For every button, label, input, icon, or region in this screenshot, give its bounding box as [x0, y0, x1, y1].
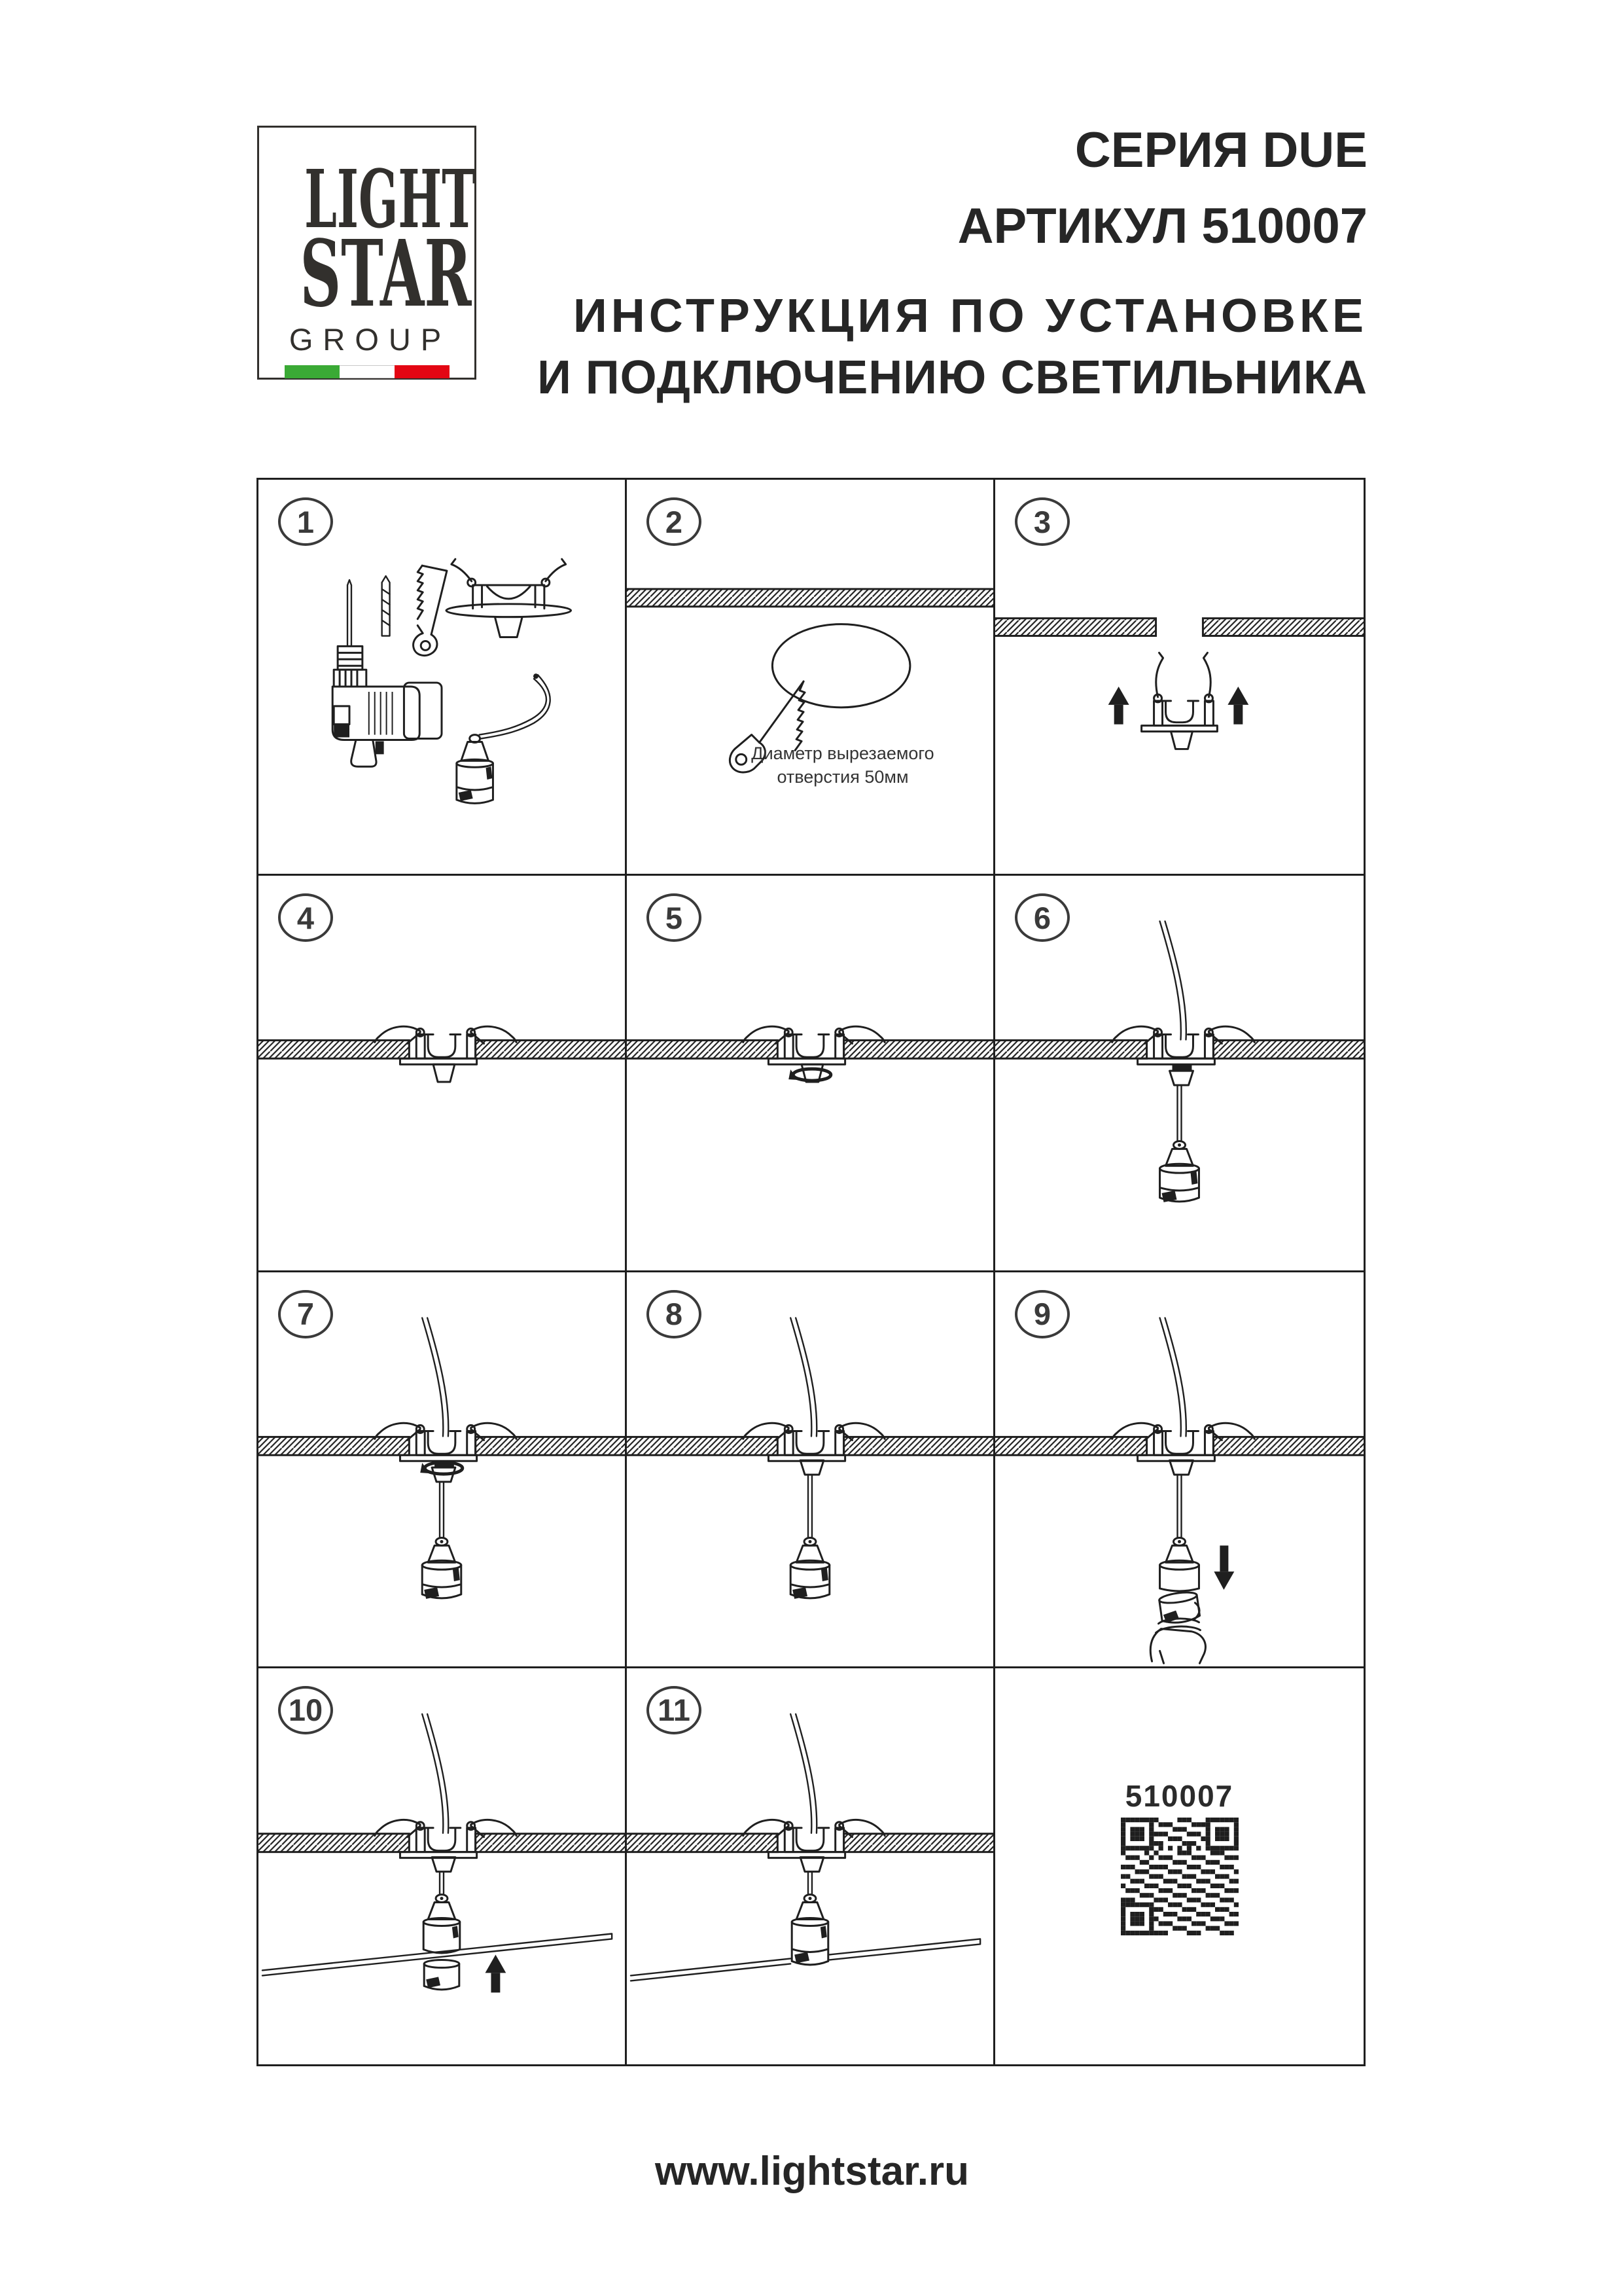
- series-title: СЕРИЯ DUE: [1074, 122, 1368, 178]
- step-cell-11: [627, 1668, 995, 2064]
- qr-code-icon: [1121, 1818, 1239, 1935]
- step-cell-2: [627, 480, 995, 876]
- hole-diameter-caption: [735, 742, 951, 789]
- step-cell-8: [627, 1272, 995, 1668]
- hole-diameter-caption-line1: Диаметр вырезаемого: [751, 744, 934, 763]
- step-cell-3: [995, 480, 1364, 876]
- step-cell-9: [995, 1272, 1364, 1668]
- logo-word-star: STAR: [300, 221, 472, 328]
- step-number-badge: [1015, 893, 1070, 942]
- step-number: 4: [296, 900, 315, 935]
- hole-diameter-caption-line2: отверстия 50мм: [777, 767, 909, 787]
- step-cell-10: [258, 1668, 627, 2064]
- step-number: 8: [665, 1297, 683, 1331]
- instruction-title-line2: И ПОДКЛЮЧЕНИЮ СВЕТИЛЬНИКА: [537, 351, 1368, 404]
- step-number-badge: [1015, 1290, 1070, 1338]
- step-number-badge: [646, 497, 701, 546]
- step-cell-1: [258, 480, 627, 876]
- qr-cell: [995, 1668, 1364, 2064]
- step-number: 1: [296, 504, 315, 539]
- steps-grid: [256, 478, 1366, 2066]
- website-url: www.lightstar.ru: [655, 2149, 969, 2194]
- logo-word-light: LIGHT: [304, 152, 476, 246]
- step-cell-4: [258, 876, 627, 1272]
- flag-green-segment: [285, 365, 340, 378]
- article-title: АРТИКУЛ 510007: [957, 198, 1368, 254]
- step-number: 10: [288, 1693, 323, 1728]
- step-number-badge: [1015, 497, 1070, 546]
- logo-word-group: GROUP: [289, 322, 451, 357]
- instruction-title: [537, 289, 1368, 404]
- step-cell-6: [995, 876, 1364, 1272]
- qr-code-svg: [1121, 1818, 1239, 1935]
- step-number: 2: [665, 504, 683, 539]
- lightstar-logo: [257, 126, 476, 380]
- step-number: 6: [1033, 900, 1051, 935]
- step-number-badge: [646, 893, 701, 942]
- flag-red-segment: [395, 365, 450, 378]
- step-number-badge: [278, 893, 333, 942]
- step-cell-7: [258, 1272, 627, 1668]
- step-number-badge: [646, 1290, 701, 1338]
- step-number-badge: [646, 1686, 701, 1734]
- step-number: 11: [658, 1693, 690, 1728]
- instruction-title-line1: ИНСТРУКЦИЯ ПО УСТАНОВКЕ: [573, 290, 1368, 342]
- step-number-badge: [278, 1686, 333, 1734]
- step-number-badge: [278, 497, 333, 546]
- step-number: 5: [665, 900, 683, 935]
- step-number: 7: [296, 1297, 315, 1331]
- italian-flag-bar: [285, 365, 450, 378]
- step-cell-5: [627, 876, 995, 1272]
- step-number: 3: [1033, 504, 1051, 539]
- flag-white-segment: [340, 365, 395, 378]
- article-number: 510007: [1125, 1778, 1234, 1813]
- step-number-badge: [278, 1290, 333, 1338]
- step-number: 9: [1033, 1297, 1051, 1331]
